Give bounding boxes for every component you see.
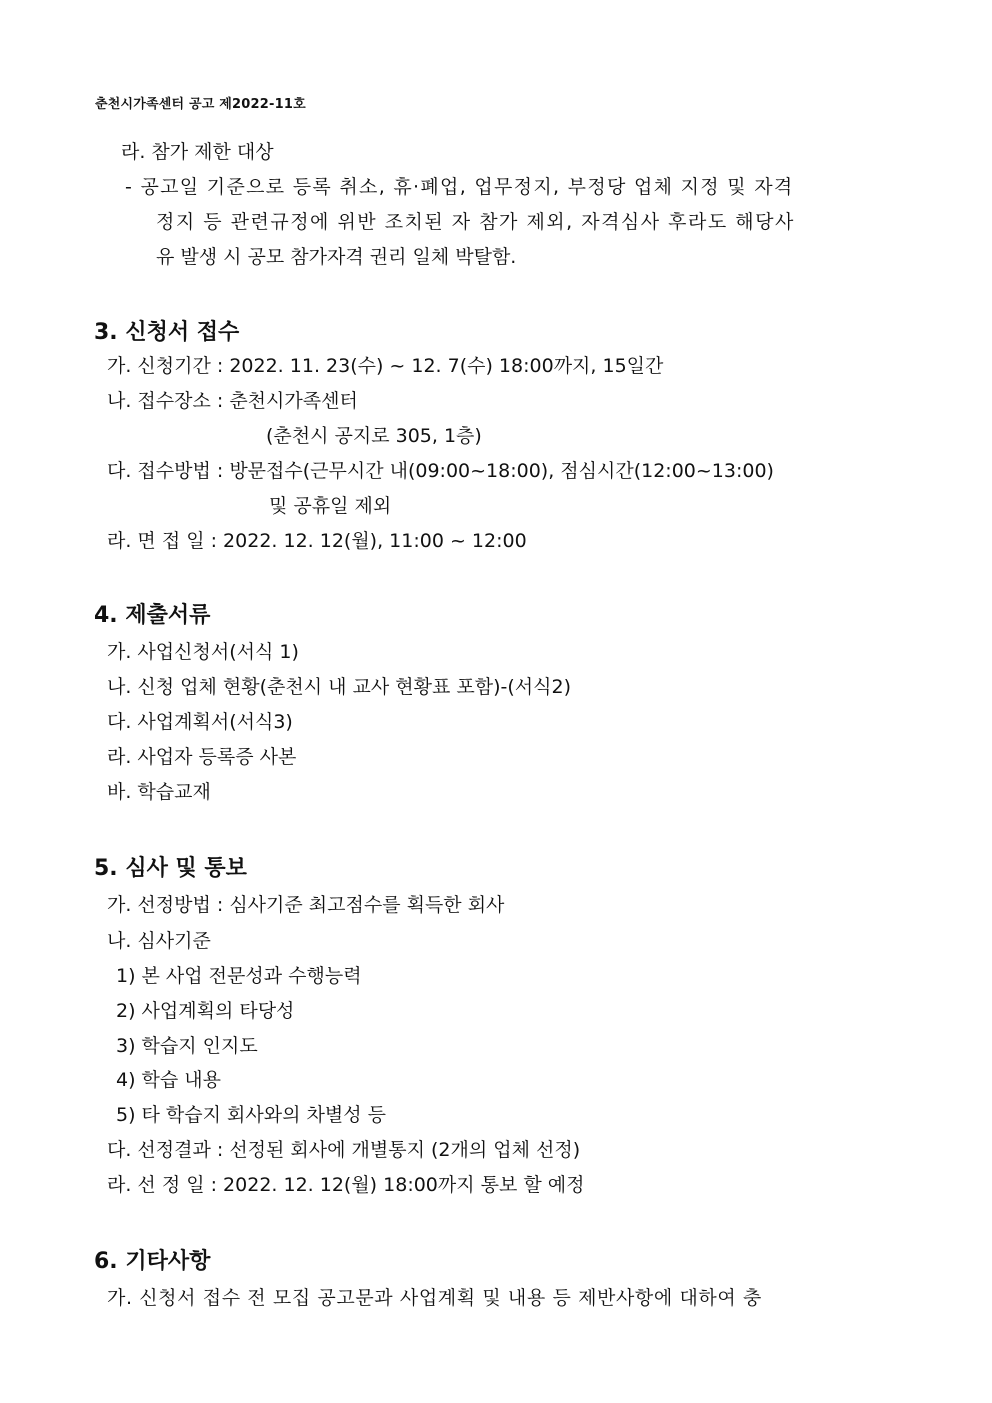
- s5-line-8: 다. 선정결과 : 선정된 회사에 개별통지 (2개의 업체 선정): [107, 1139, 581, 1161]
- s3-line-5: 및 공휴일 제외: [269, 495, 392, 517]
- restriction-title: 라. 참가 제한 대상: [121, 141, 274, 163]
- s4-line-1: 가. 사업신청서(서식 1): [107, 641, 299, 663]
- s5-line-3: 1) 본 사업 전문성과 수행능력: [116, 965, 362, 987]
- s6-line-1: 가. 신청서 접수 전 모집 공고문과 사업계획 및 내용 등 제반사항에 대하여 충: [107, 1287, 762, 1309]
- s3-line-6: 라. 면 접 일 : 2022. 12. 12(월), 11:00 ~ 12:00: [107, 530, 527, 552]
- s5-line-2: 나. 심사기준: [107, 930, 211, 952]
- s4-line-3: 다. 사업계획서(서식3): [107, 711, 293, 733]
- section-3-title: 3. 신청서 접수: [94, 320, 240, 345]
- s5-line-9: 라. 선 정 일 : 2022. 12. 12(월) 18:00까지 통보 할 예정: [107, 1174, 585, 1196]
- s3-line-1: 가. 신청기간 : 2022. 11. 23(수) ~ 12. 7(수) 18:00까지, 15일간: [107, 355, 664, 377]
- restriction-line-2: 정지 등 관련규정에 위반 조치된 자 참가 제외, 자격심사 후라도 해당사: [156, 211, 795, 233]
- s4-line-2: 나. 신청 업체 현황(춘천시 내 교사 현황표 포함)-(서식2): [107, 676, 571, 698]
- section-5-title: 5. 심사 및 통보: [94, 856, 247, 881]
- s5-line-6: 4) 학습 내용: [116, 1069, 221, 1091]
- s5-line-7: 5) 타 학습지 회사와의 차별성 등: [116, 1104, 386, 1126]
- notice-header: 춘천시가족센터 공고 제2022-11호: [95, 97, 306, 112]
- s4-line-5: 바. 학습교재: [107, 781, 211, 803]
- s5-line-4: 2) 사업계획의 타당성: [116, 1000, 295, 1022]
- restriction-line-3: 유 발생 시 공모 참가자격 권리 일체 박탈함.: [156, 246, 517, 268]
- s5-line-5: 3) 학습지 인지도: [116, 1035, 258, 1057]
- s3-line-2: 나. 접수장소 : 춘천시가족센터: [107, 390, 358, 412]
- section-6-title: 6. 기타사항: [94, 1249, 211, 1274]
- s5-line-1: 가. 선정방법 : 심사기준 최고점수를 획득한 회사: [107, 894, 505, 916]
- restriction-line-1: - 공고일 기준으로 등록 취소, 휴·폐업, 업무정지, 부정당 업체 지정 및 자격: [125, 176, 794, 198]
- s3-line-4: 다. 접수방법 : 방문접수(근무시간 내(09:00~18:00), 점심시간(12:00~13:00): [107, 460, 774, 482]
- section-4-title: 4. 제출서류: [94, 603, 211, 628]
- s4-line-4: 라. 사업자 등록증 사본: [107, 746, 297, 768]
- s3-line-3: (춘천시 공지로 305, 1층): [266, 425, 482, 447]
